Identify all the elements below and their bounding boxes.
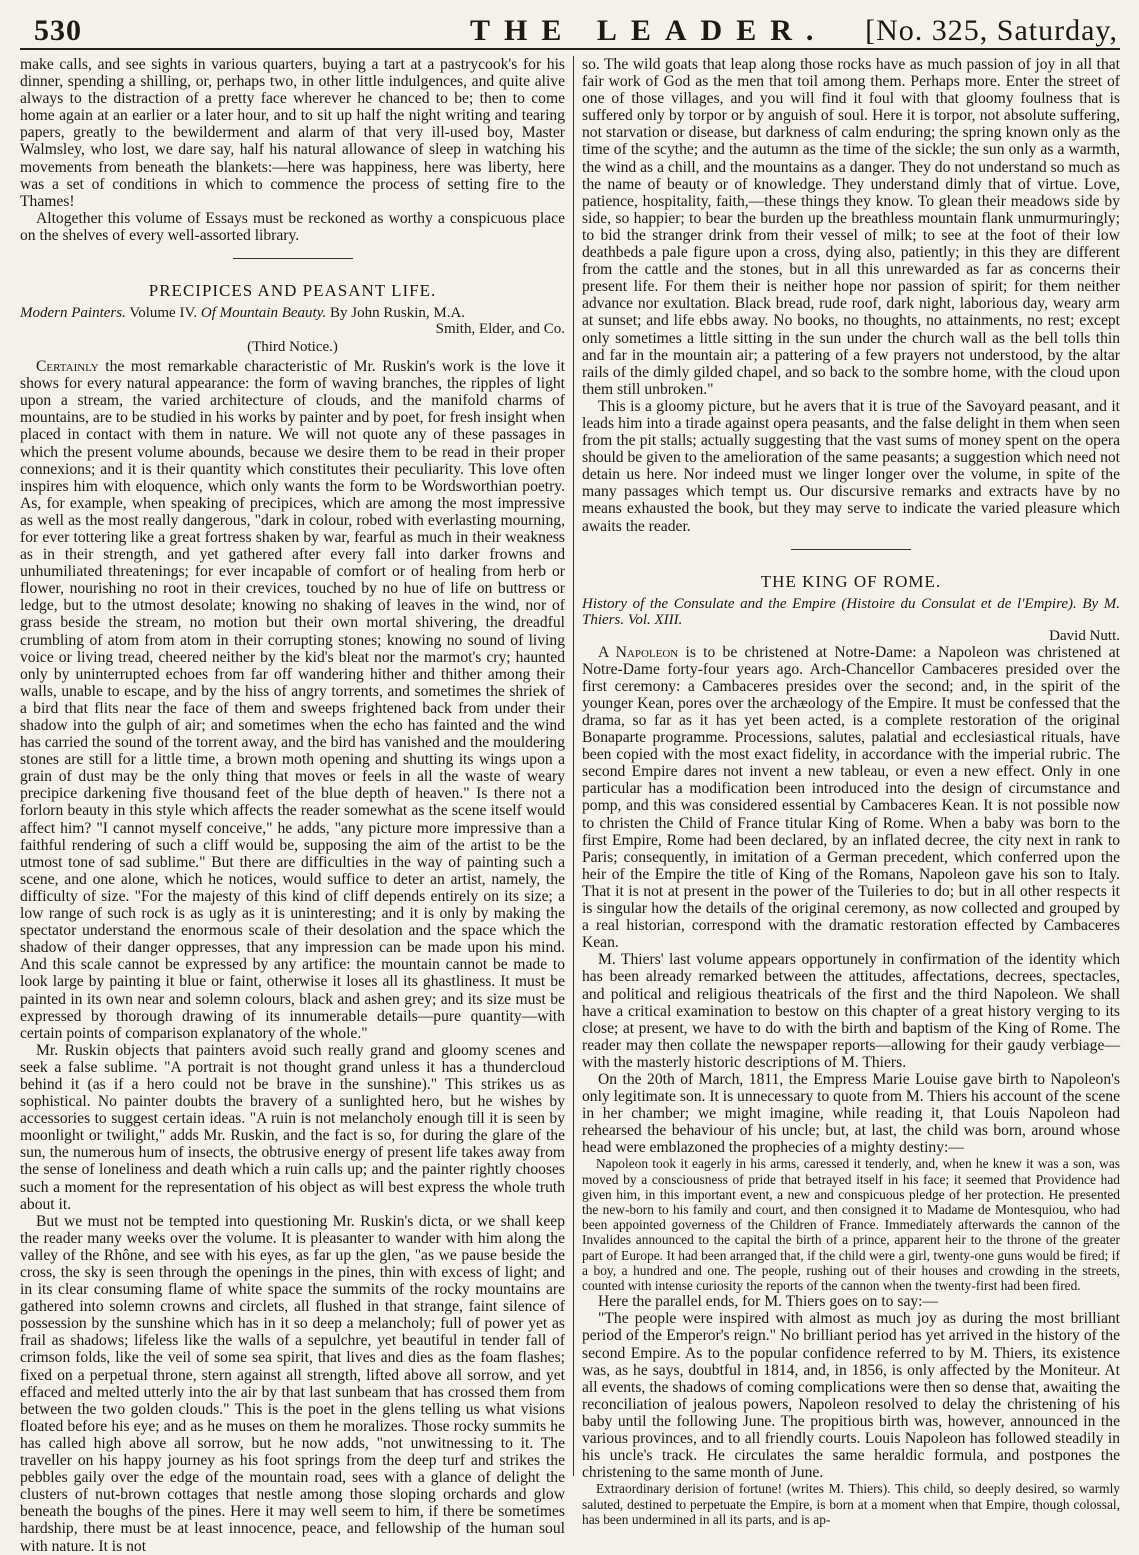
notice-label: (Third Notice.) <box>247 339 338 356</box>
byline-text: History of the Consulate and the Empire (Histoire du Consulat et de l'Empire). By M. Thiers. Vol. XIII. <box>582 595 1120 628</box>
section-title: PRECIPICES AND PEASANT LIFE. <box>148 281 437 301</box>
byline-subtitle: Of Mountain Beauty. <box>200 305 327 322</box>
issue-label: [No. 325, Saturday, <box>865 14 1118 47</box>
paragraph: M. Thiers' last volume appears opportunely in confirmation of the identity which has been already remarked between the attitudes, affectations, decrees, spectacles, and political and religious theatricals of the first and the third Napoleon. We shall have a critical examination to bestow on this chapter of a great history verging to its close; at present, we have to do with the birth and baptism of the King of Rome. The reader may then collate the newspaper reports—allowing for their gaudy verbiage—with the masterly historic descriptions of M. Thiers. <box>582 951 1120 1071</box>
paragraph: This is a gloomy picture, but he avers that it is true of the Savoyard peasant, and it leads him into a tirade against opera peasants, and the false delight in them when seen from the pit stalls; actually suggesting that the vast sums of money spent on the opera should be given to the amelioration of the same peasants; a suggestion which need not detain us here. Nor indeed must we linger longer over the volume, in spite of the many passages which tempt us. Our discursive remarks and extracts have by no means exhausted the book, but they may serve to indicate the varied pleasure which awaits the reader. <box>582 397 1120 535</box>
section-title: THE KING OF ROME. <box>760 571 942 591</box>
paragraph: so. The wild goats that leap along those rocks have as much passion of joy in all that fair work of God as the men that toil among them. Perhaps more. Enter the street of one of those villages, and you will find it foul with that gloomy foulness that is suffered only by torpor or by anguish of soul. Here it is torpor, not absolute suffering, not starvation or disease, but darkness of calm enduring; the spring known only as the time of the scythe; and the autumn as the time of the sickle; the sun only as a warmth, the wind as a chill, and the mountains as a danger. They do not understand so much as the name of beauty or of knowledge. They understand dimly that of virtue. Love, patience, hospitality, faith,—these things they know. To glean their meadows side by side, so happier; to bear the burden up the breathless mountain flank unmurmuringly; to bid the stranger drink from their vessel of milk; to see at the foot of their low deathbeds a pale figure upon a cross, dying also, patiently; in this they are different from the cattle and the stones, but in all this unrewarded as far as concerns their present life. For them their is neither hope nor passion of spirit; for them neither advance nor exultation. Black bread, rude roof, dark night, laborious day, weary arm at sunset; and life ebbs away. No books, no thoughts, no attainments, no rest; except only sometimes a little sitting in the sun under the church wall as the bell tolls thin and far in the mountain air; a pattering of a few prayers not understood, by the altar rails of the dimly gilded chapel, and so back to the sombre home, with the cloud upon them still unbroken." <box>582 56 1120 398</box>
left-column <box>20 56 565 1555</box>
paragraph: But we must not be tempted into questioning Mr. Ruskin's dicta, or we shall keep the reader many weeks over the volume. It is pleasanter to wander with him along the valley of the Rhône, and see with his eyes, as far up the glen, "as we pause beside the cross, the sky is seen through the openings in the pines, thin with excess of light; and in its clear consuming flame of white space the summits of the rocky mountains are gathered into solemn crowns and circlets, all flushed in that strange, faint silence of possession by the sunshine which has in it so deep a melancholy; full of power yet as frail as shadows; lifeless like the walls of a sepulchre, yet beautiful in tender fall of crimson folds, like the veil of some sea spirit, that lives and dies as the foam flashes; fixed on a perpetual throne, stern against all strength, lifted above all sorrow, and yet effaced and melted utterly into the air by that last sunbeam that has crossed them from between the two golden clouds." This is the poet in the glens telling us what visions floated before his eye; and as he muses on them he moralizes. Those rocky summits he has called high above all sorrow, but he now adds, "not unwitnessing to it. The traveller on his happy journey as his foot springs from the deep turf and strikes the pebbles gaily over the edge of the mountain road, sees with a glance of delight the clusters of nut-brown cottages that nestle among those sloping orchards and glow beneath the boughs of the pines. Here it may well seem to him, if there be sometimes hardship, there must be at least innocence, peace, and fellowship of the human soul with nature. It is not <box>20 1212 565 1555</box>
byline <box>582 596 1120 628</box>
quotation: Extraordinary derision of fortune! (writes M. Thiers). This child, so deeply desired, so warmly saluted, destined to perpetuate the Empire, is born at a moment when that Empire, though colossal, has been undermined in all its parts, and is ap- <box>582 1481 1120 1527</box>
masthead: THE LEADER. <box>470 14 828 47</box>
page-number: 530 <box>34 14 82 47</box>
paragraph: make calls, and see sights in various quarters, buying a tart at a pastrycook's for his dinner, spending a shilling, or, perhaps two, in other little indulgences, and quite alive always to the distraction of a pretty face wherever he chanced to be; then to come home again at an earlier or a later hour, and to sit up half the night writing and tearing papers, greatly to the bewilderment and alarm of that very ill-used boy, Master Walmsley, who lost, we dare say, half his natural allowance of sleep in watching his movements from beneath the blankets:—here was happiness, here was liberty, here was a set of conditions in which to commence the process of setting fire to the Thames! <box>20 56 565 210</box>
byline-publisher: David Nutt. <box>1049 627 1120 644</box>
paragraph: On the 20th of March, 1811, the Empress Marie Louise gave birth to Napoleon's only legitimate son. It is unnecessary to quote from M. Thiers his account of the scene in her chamber; we might imagine, while reading it, that Louis Napoleon had rehearsed the behaviour of his uncle; but, at last, the child was born, around whose head were emblazoned the prophecies of a mighty destiny:— <box>582 1070 1120 1157</box>
lead-word: A Napoleon <box>598 643 679 661</box>
paragraph-text: the most remarkable characteristic of Mr. Ruskin's work is the love it shows for every natural appearance: the form of waving branches, the ripples of light upon a stream, the varied architecture of clouds, and the manifold charms of mountains, are to be studied in his works by painter and by poet, for fresh insight when placed in contact with them in nature. We will not quote any of these passages in which the present volume abounds, because we desire them to be read in their proper connexions; and it is their quantity which constitutes their peculiarity. This love often inspires him with eloquence, which only wants the form to be Wordsworthian poetry. As, for example, when speaking of precipices, which are among the most impressive as well as the most really dangerous, "dark in colour, robed with everlasting mourning, for ever tottering like a great fortress shaken by war, fearful as much in their weakness as in their strength, and yet gathered after every fall into darker frowns and unhumiliated threatenings; for ever incapable of comfort or of healing from herb or flower, nourishing no root in their crevices, touched by no hue of life on buttress or ledge, but to the utmost desolate; knowing no shaking of leaves in the wind, nor of grass beside the stream, no motion but their own mortal shivering, the dreadful crumbling of atom from atom in their corrupting stones; knowing no sound of living voice or living tread, cheered neither by the kid's bleat nor the marmot's cry; haunted only by uninterrupted echoes from far off wandering hither and thither among their walls, unable to escape, and by the hiss of angry torrents, and sometimes the shriek of a bird that flits near the face of them and sweeps frightened back from under their shadow into the gulph of air; and sometimes when the echo has fainted and the wind has carried the sound of the torrent away, and the bird has vanished and the mouldering stones are still for a little time, a brown moth opening and shutting its wings upon a grain of dust may be the only thing that moves or feels in all the waste of weary precipice darkening five thousand feet of the blue depth of heaven." Is there not a forlorn beauty in this style which affects the reader somewhat as the scene itself would affect him? "I cannot myself conceive," he adds, "any picture more impressive than a faithful rendering of such a cliff would be, supposing the aim of the artist to be the utmost tone of sad sublime." But there are difficulties in the way of painting such a scene, and one alone, which he notices, would suffice to deter an artist, namely, the difficulty of size. "For the majesty of this kind of cliff depends entirely on its size; a low range of such rock is as ugly as it is uninteresting; and it is only by making the spectator understand the enormous scale of their desolation and the space which the shadow of their danger oppresses, that any impression can be made upon his mind. And this scale cannot be expressed by any artifice: the mountain cannot be made to look large by painting it blue or faint, otherwise it loses all its ghastliness. It must be painted in its own near and solemn colours, black and ashen grey; and its size must be expressed by thorough drawing of its innumerable details—pure quantity—with certain points of comparison explanatory of the whole." <box>20 358 565 1042</box>
section-divider <box>233 258 353 259</box>
section-divider <box>791 549 911 550</box>
byline-publisher: Smith, Elder, and Co. <box>435 321 565 338</box>
column-rule <box>573 56 574 1476</box>
quotation: Napoleon took it eagerly in his arms, caressed it tenderly, and, when he knew it was a son, was moved by a consciousness of pride that betrayed itself in his face; it seemed that Providence had given him, in this important event, a new and conspicuous pledge of her protection. He presented the new-born to his family and court, and then consigned it to Madame de Montesquiou, who had been appointed governess of the Children of France. Immediately afterwards the cannon of the Invalides announced to the capital the birth of a prince, apparent heir to the throne of the greater part of Europe. It had been arranged that, if the child were a girl, twenty-one guns would be fired; if a boy, a hundred and one. The people, rushing out of their houses and crowding in the streets, counted with intense curiosity the reports of the cannon when the twenty-first had been fired. <box>582 1156 1120 1294</box>
paragraph-text: is to be christened at Notre-Dame: a Napoleon was christened at Notre-Dame forty-four years ago. Arch-Chancellor Cambaceres presided over the first ceremony: a Cambaceres presides over the second; and, in the spirit of the younger Kean, pores over the archæology of the Empire. It must be confessed that the drama, so far as it has yet been acted, is a complete restoration of the original Bonaparte programme. Processions, salutes, palatial and ecclesiastical rituals, have been copied with the most exact fidelity, in accordance with the imperial rubric. The second Empire dares not invent a new tableau, or even a new effect. Only in one particular has a modification been introduced into the design of circumstance and pomp, and this was considered essential by Cambaceres Kean. It is not possible now to christen the Child of France titular King of Rome. When a baby was born to the first Empire, Rome had been declared, by an inflated decree, the city next in rank to Paris; consequently, in imitation of a German precedent, which conferred upon the heir of the Empire the title of King of the Romans, Napoleon gave his son to Italy. That it is not at present in the power of the Tuileries to do; but in all other respects it is singular how the details of the original ceremony, as now collected and grouped by a real historian, correspond with the dramatic restoration effected by Cambaceres Kean. <box>582 643 1120 952</box>
paragraph: Here the parallel ends, for M. Thiers goes on to say:— <box>598 1293 939 1311</box>
paragraph: Mr. Ruskin objects that painters avoid such really grand and gloomy scenes and seek a false sublime. "A portrait is not thought grand unless it has a thundercloud behind it (as if a hero could not be brave in the sunshine)." This strikes us as sophistical. No painter doubts the bravery of a sunlighted hero, but he wishes by accessories to suggest certain ideas. "A ruin is not melancholy enough till it is seen by moonlight or twilight," adds Mr. Ruskin, and the fact is so, for during the glare of the sun, the numerous hum of insects, the obtrusive energy of present life takes away from the sense of loneliness and death which a ruin calls up; and the painter rightly chooses such a moment for the representation of his object as will best express the whole truth about it. <box>20 1041 565 1213</box>
byline-volume: Volume IV. <box>129 305 198 322</box>
page-header <box>20 8 1120 50</box>
byline <box>20 305 565 321</box>
paragraph: Altogether this volume of Essays must be reckoned as worthy a conspicuous place on the shelves of every well-assorted library. <box>20 209 565 244</box>
lead-word: Certainly <box>36 358 99 376</box>
byline-author: By John Ruskin, M.A. <box>330 305 466 322</box>
right-column <box>582 56 1120 1527</box>
byline-work: Modern Painters. <box>20 305 126 322</box>
paragraph <box>582 644 1120 952</box>
paragraph <box>20 358 565 1042</box>
newspaper-page <box>20 8 1120 1555</box>
paragraph: "The people were inspired with almost as much joy as during the most brilliant period of the Emperor's reign." No brilliant period has yet arrived in the history of the second Empire. As to the popular confidence referred to by M. Thiers, its existence was, as he says, doubtful in 1814, and, in 1856, is only affected by the Moniteur. At all events, the shadows of coming complications were then so dense that, awaiting the reconciliation of jealous powers, Napoleon resolved to delay the christening of his baby until the following June. The propitious birth was, however, announced in the various provinces, and to all friendly courts. Louis Napoleon has followed steadily in his uncle's track. He circulates the same heraldic formula, and postpones the christening to the same month of June. <box>582 1310 1120 1482</box>
